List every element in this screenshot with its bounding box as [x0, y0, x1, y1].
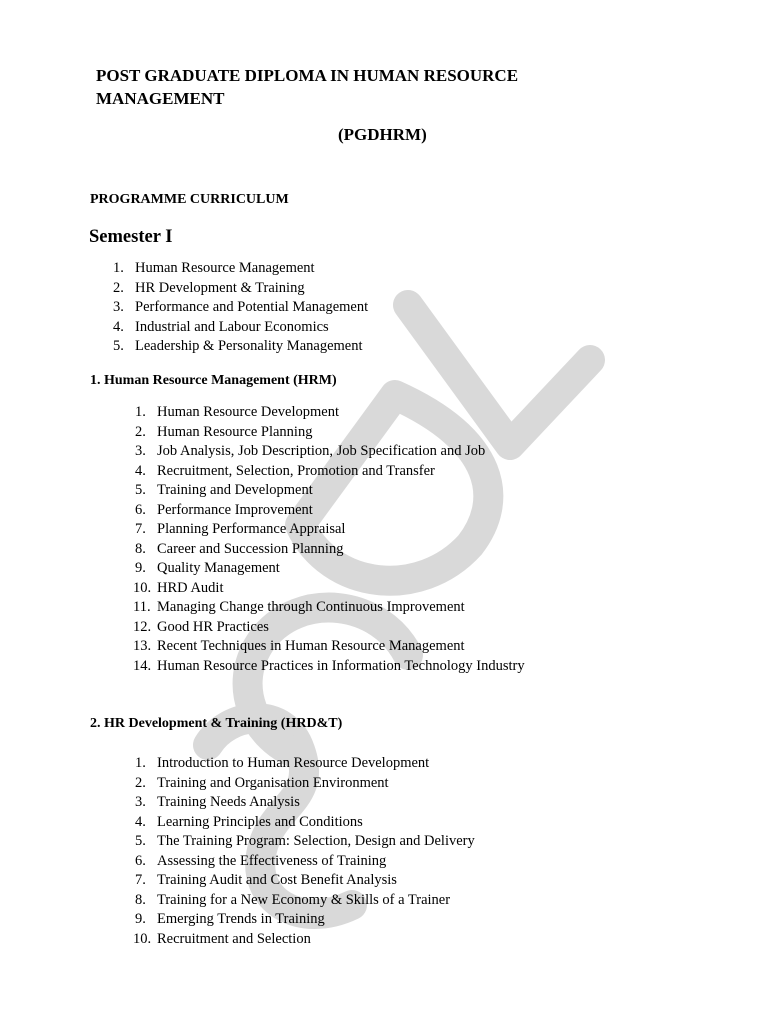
section-heading-hrdt: 2. HR Development & Training (HRD&T) — [90, 716, 343, 731]
document-page: POST GRADUATE DIPLOMA IN HUMAN RESOURCE MANAGEMENT (PGDHRM) PROGRAMME CURRICULUM Semester I 1. Human Resource Management 2. HR Development & Training 3. Performance and Potential Management 4. Industrial and Labour Economics 5. Leadership & Personality Management 1. Human Resource Management (HRM) 1. Human Resource Development 2. Human Resource Planning 3. Job Analysis, Job Description, Job Specification and Job 4. Recruitment, Selection, Promotion and Transfer 5. Training and Development 6. Performance Improvement 7. Planning Performance Appraisal 8. Career and Succession Planning 9. Quality Management 10. HRD Audit 11. Managing Change through Continuous Improvement 12. Good HR Practices 13. Recent Techniques in Human Resource Management 14. Human Resource Practices in Information Technology Industry 2. HR Development & Training (HRD&T) 1. Introduction to Human Resource Development 2. Training and Organisation Environment 3. Training Needs Analysis 4. Learning Principles and Conditions 5. The Training Program: Selection, Design and Delivery 6. Assessing the Effectiveness of Training 7. Training Audit and Cost Benefit Analysis 8. Training for a New Economy & Skills of a Trainer 9. Emerging Trends in Training 10. Recruitment and Selection — [0, 0, 768, 1024]
document-title: POST GRADUATE DIPLOMA IN HUMAN RESOURCE MANAGEMENT — [96, 66, 519, 108]
programme-abbreviation: (PGDHRM) — [338, 125, 427, 144]
section-heading-hrm: 1. Human Resource Management (HRM) — [90, 373, 337, 388]
curriculum-heading: PROGRAMME CURRICULUM — [90, 192, 289, 207]
semester-heading: Semester I — [89, 227, 173, 247]
